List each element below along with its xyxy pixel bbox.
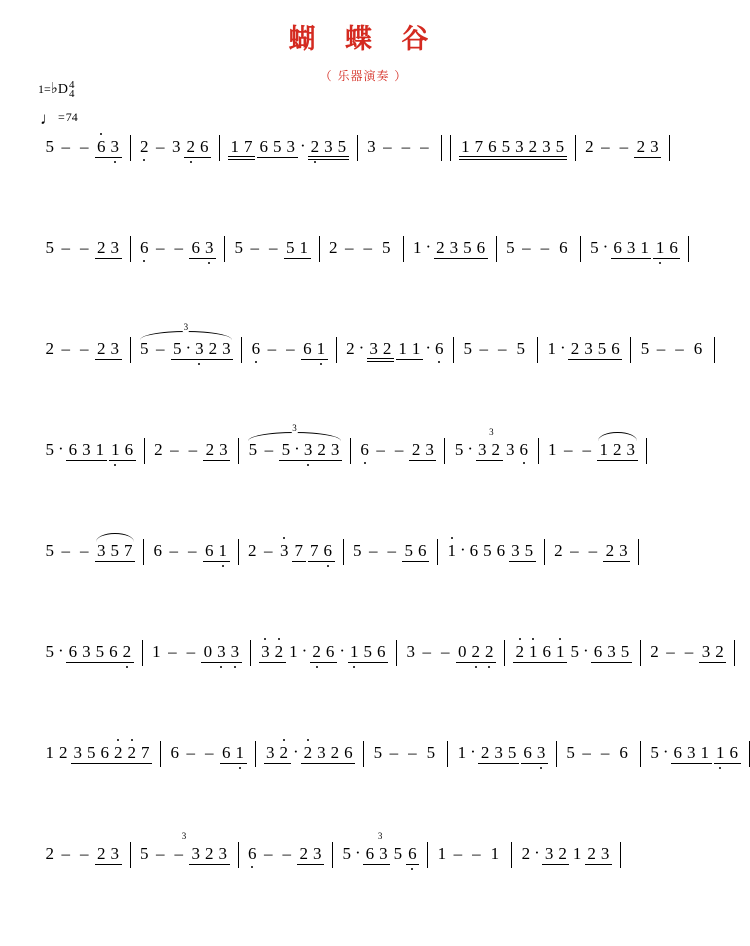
barline <box>350 438 351 464</box>
barline <box>332 842 333 868</box>
barline <box>640 640 641 666</box>
barline <box>130 337 131 363</box>
music-system-4 <box>0 423 727 542</box>
music-system-2 <box>0 239 727 340</box>
measure: 1 – – 1 2 3 <box>543 441 642 461</box>
measure: 6 – – 6 1 <box>246 340 332 360</box>
measure: 5 – – 2 3 <box>40 239 126 259</box>
barline <box>638 539 639 565</box>
measure: 1 7 6 5 3 2 3 5 <box>455 138 571 160</box>
triplet-slur: 3 5 – 5 · 3 2 3 <box>246 441 343 461</box>
measure: 5 – – 5 <box>373 743 436 762</box>
barline <box>511 842 512 868</box>
barline <box>238 539 239 565</box>
measure: 1 7 6 5 3 · 2 3 5 <box>224 138 353 160</box>
barline <box>620 842 621 868</box>
measure: 6 – – 6 3 <box>135 239 221 259</box>
measure <box>135 322 238 360</box>
measure: 5 – – 6 <box>640 339 703 358</box>
barline <box>363 741 364 767</box>
measure: 1 – – 0 3 3 <box>147 643 246 663</box>
measure <box>135 831 234 865</box>
measure: 5 – – 5 6 <box>348 542 434 562</box>
measure: 6 – – 6 1 <box>165 744 251 764</box>
barline <box>749 741 750 767</box>
measure: 3 2 · 2 3 2 6 <box>260 744 360 764</box>
barline <box>427 842 428 868</box>
barline <box>630 337 631 363</box>
measure: 2 – – 2 3 <box>580 138 666 158</box>
barline <box>238 842 239 868</box>
barline <box>441 135 442 161</box>
measure: 5 – – 6 <box>506 238 568 257</box>
measure: 2 – 3 2 6 <box>135 138 216 158</box>
tempo-marking <box>40 109 78 128</box>
barline <box>238 438 239 464</box>
measure <box>243 423 346 461</box>
measure: 5 · 6 3 1 1 6 <box>40 441 140 461</box>
measure: 5 – – 5 <box>463 339 526 358</box>
key-signature <box>38 79 78 104</box>
measure: 2 · 3 2 1 1 · 6 <box>341 340 449 362</box>
barline <box>496 236 497 262</box>
barline <box>734 640 735 666</box>
barline <box>130 135 131 161</box>
barline <box>444 438 445 464</box>
measure: 1 · 2 3 5 6 3 <box>452 744 552 764</box>
page-subtitle: （ 乐器演奏 ） <box>319 69 408 83</box>
music-system-6 <box>0 643 727 744</box>
triplet: 3 5 · 3 2 3 6 <box>452 441 530 461</box>
slur: 1 2 3 <box>596 441 639 461</box>
measure: 5 · 6 3 1 1 6 <box>645 744 745 764</box>
measure: 3 2 1 · 2 6 · 1 5 6 <box>255 643 392 663</box>
barline <box>646 438 647 464</box>
barline <box>403 236 404 262</box>
measure: 1 – – 1 <box>437 844 500 863</box>
measure: 2 – – 2 3 <box>549 542 635 562</box>
barline <box>130 236 131 262</box>
measure: 1 · 6 5 6 3 5 <box>442 542 540 562</box>
sheet-music-page <box>0 24 739 936</box>
barline <box>219 135 220 161</box>
music-systems <box>0 136 739 946</box>
measure: 5 – – 5 1 <box>229 239 315 259</box>
barline <box>437 539 438 565</box>
barline <box>538 438 539 464</box>
measure: 1 · 2 3 5 6 <box>408 239 492 259</box>
measure: 2 – – 3 2 <box>645 643 731 663</box>
measure: 2 – – 2 3 <box>149 441 235 461</box>
measure: 1 · 2 3 5 6 <box>542 340 626 360</box>
measure: 5 – – 6 3 <box>40 138 126 158</box>
barline <box>224 236 225 262</box>
measure: 1 2 3 5 6 2 2 7 <box>40 744 156 764</box>
barline <box>714 337 715 363</box>
page-title: 蝴 蝶 谷 <box>288 24 439 55</box>
measure: 5 · 6 3 5 6 2 <box>40 643 138 663</box>
measure: 5 – – 3 5 7 <box>40 542 139 562</box>
tempo-value: 74 <box>65 110 78 124</box>
barline <box>688 236 689 262</box>
measure: 3 – – 0 2 2 <box>401 643 500 663</box>
score-header <box>38 79 78 128</box>
music-system-3 <box>0 322 727 441</box>
barline <box>504 640 505 666</box>
meter-numerator: 4 <box>68 79 75 91</box>
key-label: 1= <box>38 82 51 96</box>
measure: 6 – – 2 3 <box>355 441 441 461</box>
barline <box>544 539 545 565</box>
barline <box>144 438 145 464</box>
barline <box>142 640 143 666</box>
music-system-1 <box>0 138 727 239</box>
barline <box>160 741 161 767</box>
key-accidental: ♭ <box>50 81 58 97</box>
barline <box>319 236 320 262</box>
barline <box>250 640 251 666</box>
triplet: 3 5 – – 3 2 3 <box>138 845 231 865</box>
barline <box>336 337 337 363</box>
measure <box>449 427 533 461</box>
measure: 2 – – 2 3 <box>40 845 126 865</box>
time-signature <box>69 81 75 100</box>
measure: 2 – 3 7 7 6 <box>243 542 339 562</box>
measure: 6 – – 2 3 <box>243 845 329 865</box>
music-system-8 <box>0 831 727 946</box>
barline <box>556 741 557 767</box>
measure: 5 · 6 3 1 1 6 <box>585 239 685 259</box>
barline <box>453 337 454 363</box>
barline <box>450 135 451 161</box>
key-letter: D <box>57 82 68 97</box>
measure: 3 – – – <box>367 137 429 156</box>
barline <box>447 741 448 767</box>
measure: 2 1 6 1 5 · 6 3 5 <box>509 643 636 663</box>
measure <box>337 831 423 865</box>
barline <box>343 539 344 565</box>
barline <box>669 135 670 161</box>
triplet: 3 5 · 6 3 5 6 <box>340 845 420 865</box>
quarter-note-icon: ♩ <box>40 109 57 128</box>
barline <box>640 741 641 767</box>
barline <box>580 236 581 262</box>
triplet-slur: 3 5 7 <box>94 542 137 562</box>
barline <box>357 135 358 161</box>
measure: 2 – – 5 <box>329 238 391 257</box>
music-system-5 <box>0 542 727 643</box>
barline <box>143 539 144 565</box>
measure: 6 – – 6 1 <box>148 542 234 562</box>
tempo-equals: = <box>58 110 65 124</box>
triplet-slur: 3 5 – 5 · 3 2 3 <box>138 340 235 360</box>
meter-denominator: 4 <box>68 88 75 101</box>
barline <box>130 842 131 868</box>
music-system-7 <box>0 742 739 845</box>
barline <box>396 640 397 666</box>
barline <box>241 337 242 363</box>
measure: 2 – – 2 3 <box>40 340 126 360</box>
measure: 2 · 3 2 1 2 3 <box>516 845 616 865</box>
barline <box>575 135 576 161</box>
barline <box>255 741 256 767</box>
measure: 5 – – 6 <box>566 743 628 762</box>
barline <box>537 337 538 363</box>
